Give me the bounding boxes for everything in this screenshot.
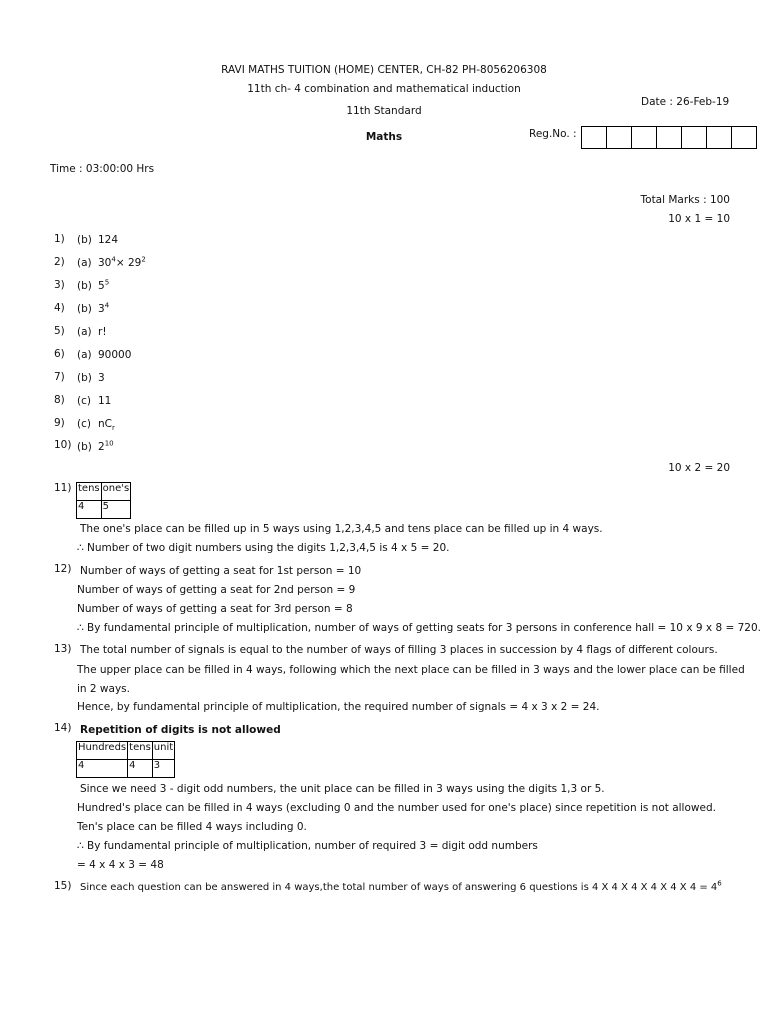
q14-line-4: ∴ By fundamental principle of multiplication, number of required 3 = digit odd numbers: [77, 840, 538, 852]
table-cell: 3: [152, 760, 174, 778]
answer-letter: (a): [77, 257, 92, 269]
section2-marks: 10 x 2 = 20: [668, 462, 730, 474]
q13-line-1: The total number of signals is equal to the number of ways of filling 3 places in succession by 4 flags of different colours.: [80, 644, 718, 656]
answer-number: 9): [54, 417, 65, 429]
q12-line-4: ∴ By fundamental principle of multiplication, number of ways of getting seats for 3 persons in conference hall = 10 x 9 x 8 = 720.: [77, 622, 761, 634]
answer-option: [77, 303, 109, 315]
table-header-cell: tens: [128, 742, 153, 760]
answer-option: [77, 441, 114, 453]
question-number-14: 14): [54, 722, 72, 734]
reg-no-label: Reg.No. :: [529, 128, 577, 140]
chapter-title: 11th ch- 4 combination and mathematical induction: [247, 83, 521, 95]
answer-number: 5): [54, 325, 65, 337]
subject-label: Maths: [365, 131, 403, 143]
answer-option: [77, 257, 146, 269]
answer-letter: (c): [77, 395, 91, 407]
total-marks: Total Marks : 100: [640, 194, 730, 206]
answer-value: 30: [98, 257, 112, 269]
answer-value: nC: [98, 418, 112, 430]
reg-no-box: [582, 127, 607, 149]
q14-heading: Repetition of digits is not allowed: [80, 724, 281, 736]
answer-exponent: 4: [111, 255, 116, 264]
time-label: Time : 03:00:00 Hrs: [50, 163, 155, 175]
reg-no-box: [682, 127, 707, 149]
answer-option: [77, 326, 107, 338]
table-cell: 4: [77, 501, 102, 519]
table-cell: 4: [128, 760, 153, 778]
q12-line-1: Number of ways of getting a seat for 1st person = 10: [80, 565, 362, 577]
answer-number: 10): [54, 439, 72, 451]
answer-number: 4): [54, 302, 65, 314]
institute-title: RAVI MATHS TUITION (HOME) CENTER, CH-82 PH-8056206308: [221, 64, 547, 76]
q14-line-1: Since we need 3 - digit odd numbers, the unit place can be filled in 3 ways using the digits 1,3 or 5.: [80, 783, 605, 795]
answer-letter: (a): [77, 349, 92, 361]
answer-letter: (a): [77, 326, 92, 338]
place-value-table-11: [76, 482, 131, 519]
table-cell: 4: [77, 760, 128, 778]
q12-line-3: Number of ways of getting a seat for 3rd person = 8: [77, 603, 353, 615]
answer-exponent: 4: [104, 301, 110, 310]
reg-no-box: [607, 127, 632, 149]
question-number-11: 11): [54, 482, 72, 494]
answer-value: r!: [98, 326, 107, 338]
answer-value: 2: [98, 441, 105, 453]
q15-exponent: 6: [717, 879, 722, 888]
answer-letter: (b): [77, 441, 92, 453]
answer-number: 6): [54, 348, 65, 360]
answer-subscript: r: [112, 424, 115, 433]
table-header-cell: unit: [152, 742, 174, 760]
answer-option: [77, 372, 105, 384]
answer-exponent: 10: [104, 439, 114, 448]
answer-letter: (b): [77, 234, 92, 246]
q14-line-2: Hundred's place can be filled in 4 ways (excluding 0 and the number used for one's place) since repetition is not allowed.: [77, 802, 716, 814]
q14-line-5: = 4 x 4 x 3 = 48: [77, 859, 164, 871]
answer-value: 3: [98, 372, 105, 384]
q15-text: Since each question can be answered in 4 ways,the total number of ways of answering 6 questions is 4 X 4 X 4 X 4 X 4 X 4 = 4: [80, 882, 718, 893]
standard-label: 11th Standard: [346, 105, 422, 117]
answer-number: 7): [54, 371, 65, 383]
date-label: Date : 26-Feb-19: [641, 96, 730, 108]
answer-value-rest: × 29: [115, 257, 142, 269]
q11-line-2: ∴ Number of two digit numbers using the digits 1,2,3,4,5 is 4 x 5 = 20.: [77, 542, 450, 554]
table-header-cell: tens: [77, 483, 102, 501]
q13-line-2: The upper place can be filled in 4 ways, following which the next place can be filled in 3 ways and the lower place can be filled: [77, 664, 745, 676]
answer-option: [77, 418, 115, 433]
section1-marks: 10 x 1 = 10: [668, 213, 730, 225]
question-number-13: 13): [54, 643, 72, 655]
answer-exponent: 2: [141, 255, 146, 264]
reg-no-boxes: [581, 126, 757, 149]
reg-no-box: [732, 127, 757, 149]
answer-number: 1): [54, 233, 65, 245]
question-number-15: 15): [54, 880, 72, 892]
answer-exponent: 5: [104, 278, 110, 287]
table-header-cell: one's: [101, 483, 131, 501]
answer-number: 3): [54, 279, 65, 291]
answer-letter: (b): [77, 280, 92, 292]
answer-letter: (b): [77, 372, 92, 384]
answer-letter: (b): [77, 303, 92, 315]
table-cell: 5: [101, 501, 131, 519]
reg-no-box: [657, 127, 682, 149]
answer-value: 5: [98, 280, 105, 292]
question-number-12: 12): [54, 563, 72, 575]
q12-line-2: Number of ways of getting a seat for 2nd person = 9: [77, 584, 356, 596]
answer-value: 124: [98, 234, 119, 246]
answer-option: [77, 280, 109, 292]
answer-number: 2): [54, 256, 65, 268]
reg-no-box: [632, 127, 657, 149]
table-header-cell: Hundreds: [77, 742, 128, 760]
q13-line-4: Hence, by fundamental principle of multiplication, the required number of signals = 4 x 3 x 2 = 24.: [77, 701, 600, 713]
answer-option: [77, 234, 118, 246]
answer-option: [77, 395, 111, 407]
answer-option: [77, 349, 131, 361]
q11-line-1: The one's place can be filled up in 5 ways using 1,2,3,4,5 and tens place can be filled up in 4 ways.: [80, 523, 603, 535]
answer-letter: (c): [77, 418, 91, 430]
q13-line-3: in 2 ways.: [77, 683, 130, 695]
reg-no-box: [707, 127, 732, 149]
q14-line-3: Ten's place can be filled 4 ways including 0.: [77, 821, 307, 833]
answer-value: 11: [98, 395, 112, 407]
q15-line-1: [80, 879, 722, 893]
place-value-table-14: [76, 741, 175, 778]
answer-value: 3: [98, 303, 105, 315]
answer-value: 90000: [98, 349, 132, 361]
answer-number: 8): [54, 394, 65, 406]
